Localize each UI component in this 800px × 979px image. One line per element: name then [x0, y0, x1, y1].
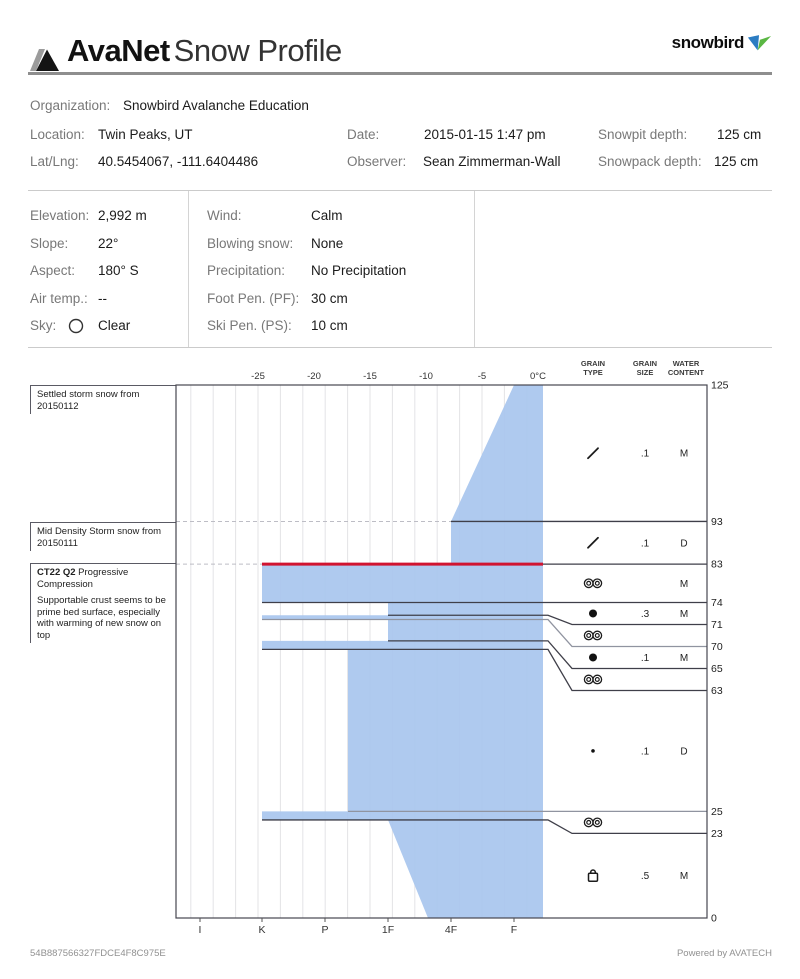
annotation-text: Mid Density Storm snow from 20150111 — [37, 526, 162, 549]
condition-label: Ski Pen. (PS): — [207, 318, 292, 334]
condition-label: Air temp.: — [30, 290, 88, 306]
page-title: Snow Profile — [173, 33, 342, 68]
depth-axis-label: 25 — [711, 805, 723, 818]
location-value: Twin Peaks, UT — [98, 127, 193, 142]
snowpit-depth-value: 125 cm — [717, 127, 762, 142]
layer-hardness-fill — [388, 602, 543, 615]
powered-by: Powered by AVATECH — [676, 948, 772, 959]
grain-icon-rounded-grains-small — [591, 749, 595, 753]
organization-value: Snowbird Avalanche Education — [123, 98, 309, 113]
test-result-name: Progressive Compression — [37, 567, 129, 590]
grain-size-value: .5 — [640, 871, 650, 883]
condition-value: 2,992 m — [98, 208, 147, 224]
water-content-value: M — [679, 578, 689, 590]
grain-size-value: .1 — [640, 746, 650, 758]
latlng-label: Lat/Lng: — [30, 154, 79, 169]
avanet-mountain-icon — [30, 42, 60, 72]
grain-size-value: .1 — [640, 448, 650, 460]
grain-icon-crust — [589, 870, 598, 881]
grain-icon-decomposing-fragments — [588, 448, 598, 458]
date-value: 2015-01-15 1:47 pm — [424, 127, 546, 142]
hardness-axis-label: I — [198, 924, 202, 936]
depth-axis-label: 65 — [711, 662, 723, 675]
column-header: CONTENT — [667, 368, 705, 377]
grain-icon-melt-forms — [584, 818, 601, 827]
condition-label: Precipitation: — [207, 263, 286, 279]
condition-value: 22° — [98, 235, 119, 251]
column-header: GRAIN — [632, 359, 658, 368]
conditions-divider-1 — [188, 191, 189, 347]
condition-row — [207, 230, 406, 258]
layer-hardness-fill — [388, 620, 543, 641]
conditions-divider-2 — [474, 191, 475, 347]
water-content-value: M — [679, 448, 689, 460]
layer-hardness-fill — [451, 521, 543, 564]
latlng-value: 40.5454067, -111.6404486 — [98, 154, 259, 169]
temp-axis-label: -10 — [419, 371, 433, 382]
grain-size-value: .1 — [640, 538, 650, 550]
condition-label: Foot Pen. (PF): — [207, 290, 300, 306]
temp-axis-label: -20 — [307, 371, 321, 382]
condition-label: Slope: — [30, 235, 69, 251]
layer-hardness-fill — [262, 641, 543, 650]
condition-row — [30, 230, 147, 258]
grain-size-value: .3 — [640, 608, 650, 620]
hardness-axis-label: 4F — [444, 924, 458, 936]
condition-value: -- — [98, 290, 107, 306]
water-content-value: M — [679, 871, 689, 883]
temp-axis-label: -5 — [477, 371, 487, 382]
layer-hardness-fill — [451, 385, 543, 521]
condition-value: No Precipitation — [311, 263, 407, 279]
date-label: Date: — [347, 127, 380, 142]
grain-icon-rounded-grains — [589, 653, 597, 661]
condition-label: Wind: — [207, 208, 242, 224]
condition-row — [30, 312, 147, 340]
grain-icon-rounded-grains — [589, 609, 597, 617]
condition-value: None — [311, 235, 344, 251]
water-content-value: D — [680, 746, 688, 758]
brand-name: AvaNet — [67, 33, 170, 68]
column-header: GRAIN — [580, 359, 606, 368]
hardness-axis-label: P — [321, 924, 329, 936]
condition-value: Clear — [98, 318, 131, 334]
conditions-panel — [28, 190, 772, 348]
hardness-axis-label: K — [258, 924, 266, 936]
location-label: Location: — [30, 127, 85, 142]
grain-icon-decomposing-fragments — [588, 538, 598, 548]
condition-label: Sky: — [30, 318, 57, 334]
layer-hardness-fill — [262, 564, 543, 602]
snowpack-depth-value: 125 cm — [714, 154, 759, 169]
temp-axis-label: -15 — [363, 371, 377, 382]
condition-row — [207, 202, 406, 230]
report-id: 54B887566327FDCE4F8C975E — [30, 948, 166, 959]
grain-icon-melt-forms — [584, 675, 601, 684]
depth-axis-label: 93 — [711, 515, 723, 528]
annotation-text: Settled storm snow from 20150112 — [37, 389, 140, 412]
test-result-code: CT22 Q2 — [37, 567, 76, 578]
condition-value: Calm — [311, 208, 343, 224]
water-content-value: D — [680, 538, 688, 550]
hardness-axis-label: F — [510, 924, 518, 936]
grain-icon-melt-forms — [584, 631, 601, 640]
snowbird-bird-icon — [747, 34, 772, 52]
snowpit-depth-label: Snowpit depth: — [598, 127, 688, 142]
header-divider — [28, 72, 772, 75]
observer-label: Observer: — [347, 154, 407, 169]
depth-axis-label: 71 — [711, 618, 723, 631]
condition-row — [207, 312, 406, 340]
condition-label: Aspect: — [30, 263, 76, 279]
condition-label: Elevation: — [30, 208, 90, 224]
snow-profile-chart — [0, 355, 800, 955]
grain-icon-melt-forms — [584, 579, 601, 588]
column-header: SIZE — [636, 368, 654, 377]
depth-axis-label: 0 — [711, 912, 717, 925]
layer-hardness-fill — [388, 820, 543, 918]
column-header: WATER — [672, 359, 700, 368]
conditions-column-2 — [207, 202, 406, 340]
condition-value: 10 cm — [311, 318, 348, 334]
sky-clear-icon — [68, 318, 84, 334]
water-content-value: M — [679, 608, 689, 620]
conditions-column-1 — [30, 202, 147, 340]
column-header: TYPE — [583, 368, 603, 377]
depth-axis-label: 70 — [711, 640, 723, 653]
water-content-value: M — [679, 652, 689, 664]
hardness-axis-label: 1F — [381, 924, 395, 936]
temp-axis-label: 0°C — [530, 371, 546, 382]
layer-hardness-fill — [348, 649, 543, 811]
condition-row — [30, 285, 147, 313]
depth-axis-label: 125 — [711, 379, 729, 392]
condition-row — [30, 257, 147, 285]
observer-value: Sean Zimmerman-Wall — [423, 154, 561, 169]
app-logo — [30, 33, 342, 72]
depth-axis-label: 23 — [711, 827, 723, 840]
depth-axis-label: 63 — [711, 684, 723, 697]
condition-row — [207, 257, 406, 285]
condition-row — [207, 285, 406, 313]
layer-hardness-fill — [262, 811, 543, 820]
condition-value: 180° S — [98, 263, 139, 279]
partner-logo — [672, 33, 772, 53]
temp-axis-label: -25 — [251, 371, 265, 382]
snowpack-depth-label: Snowpack depth: — [598, 154, 702, 169]
grain-size-value: .1 — [640, 652, 650, 664]
depth-axis-label: 74 — [711, 596, 723, 609]
organization-label: Organization: — [30, 98, 111, 113]
condition-row — [30, 202, 147, 230]
condition-value: 30 cm — [311, 290, 348, 306]
partner-name: snowbird — [671, 33, 744, 52]
depth-axis-label: 83 — [711, 558, 723, 571]
annotation-text: Supportable crust seems to be prime bed surface, especially with warming of new snow on top — [37, 595, 166, 641]
condition-label: Blowing snow: — [207, 235, 294, 251]
